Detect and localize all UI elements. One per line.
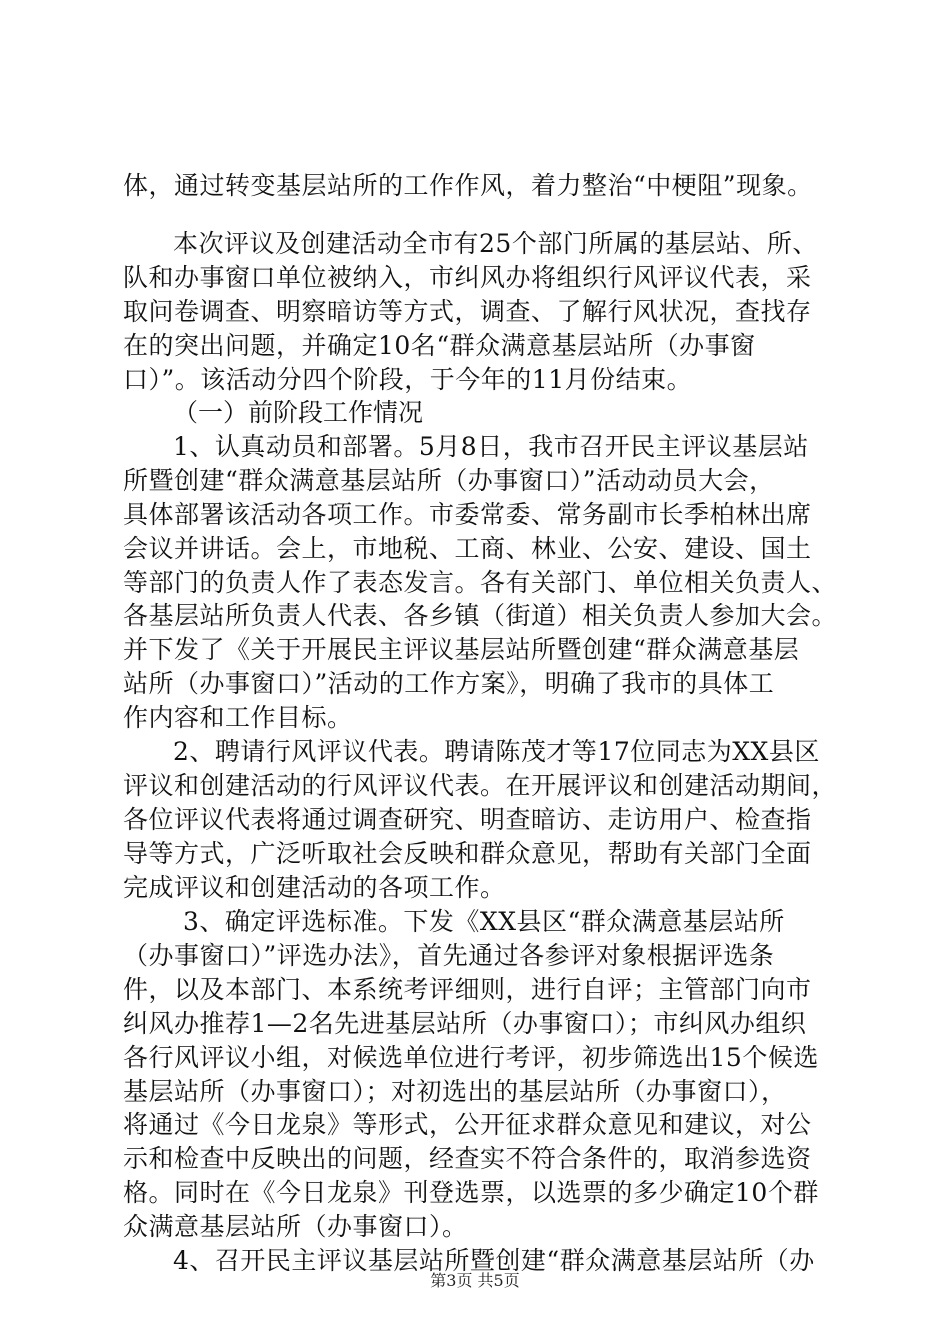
body-text-line: 并下发了《关于开展民主评议基层站所暨创建“群众满意基层	[123, 635, 800, 664]
body-text-line: 具体部署该活动各项工作。市委常委、常务副市长季柏林出席	[123, 500, 812, 529]
body-text-line: 件，以及本部门、本系统考评细则，进行自评；主管部门向市	[123, 975, 812, 1004]
body-text-line: 示和检查中反映出的问题，经查实不符合条件的，取消参选资	[123, 1144, 812, 1173]
body-text-line: 各行风评议小组，对候选单位进行考评，初步筛选出15个候选	[123, 1043, 819, 1072]
body-text-line: 众满意基层站所（办事窗口）。	[123, 1212, 468, 1241]
body-text-line: 评议和创建活动的行风评议代表。在开展评议和创建活动期间，	[123, 771, 838, 800]
body-text-line: 体，通过转变基层站所的工作作风，着力整治“中梗阻”现象。	[123, 171, 813, 200]
body-text-line: 等部门的负责人作了表态发言。各有关部门、单位相关负责人、	[123, 568, 838, 597]
body-text-line: 口）”。该活动分四个阶段，于今年的11月份结束。	[123, 365, 693, 394]
body-text-line: 格。同时在《今日龙泉》刊登选票，以选票的多少确定10个群	[123, 1178, 819, 1207]
body-text-line: 所暨创建“群众满意基层站所（办事窗口）”活动动员大会，	[123, 466, 775, 495]
body-text-line: （办事窗口）”评选办法》，首先通过各参评对象根据评选条	[123, 941, 775, 970]
body-text-line: 站所（办事窗口）”活动的工作方案》，明确了我市的具体工	[123, 669, 775, 698]
section-heading: （一）前阶段工作情况	[173, 398, 424, 427]
body-text-line: 在的突出问题，并确定10名“群众满意基层站所（办事窗	[123, 331, 756, 360]
body-text-line: 各位评议代表将通过调查研究、明查暗访、走访用户、检查指	[123, 805, 812, 834]
body-text-line: 基层站所（办事窗口）；对初选出的基层站所（办事窗口），	[123, 1077, 787, 1106]
page-number-footer: 第3页 共5页	[430, 1271, 520, 1290]
paragraph-first-line: 本次评议及创建活动全市有25个部门所属的基层站、所、	[173, 229, 818, 258]
paragraph-first-line: 1、认真动员和部署。5月8日，我市召开民主评议基层站	[173, 432, 809, 461]
body-text-line: 各基层站所负责人代表、各乡镇（街道）相关负责人参加大会。	[123, 601, 838, 630]
paragraph-first-line: 2、聘请行风评议代表。聘请陈茂才等17位同志为XX县区	[173, 737, 820, 766]
body-text-line: 作内容和工作目标。	[123, 703, 353, 732]
body-text-line: 会议并讲话。会上，市地税、工商、林业、公安、建设、国土	[123, 534, 812, 563]
body-text-line: 取问卷调查、明察暗访等方式，调查、了解行风状况，查找存	[123, 297, 812, 326]
paragraph-first-line: 4、召开民主评议基层站所暨创建“群众满意基层站所（办	[173, 1246, 815, 1275]
body-text-line: 导等方式，广泛听取社会反映和群众意见，帮助有关部门全面	[123, 839, 812, 868]
body-text-line: 将通过《今日龙泉》等形式，公开征求群众意见和建议，对公	[123, 1110, 812, 1139]
body-text-line: 完成评议和创建活动的各项工作。	[123, 873, 506, 902]
body-text-line: 纠风办推荐1—2名先进基层站所（办事窗口）；市纠风办组织	[123, 1009, 807, 1038]
body-text-line: 队和办事窗口单位被纳入，市纠风办将组织行风评议代表，采	[123, 263, 812, 292]
paragraph-first-line: 3、确定评选标准。下发《XX县区“群众满意基层站所	[183, 907, 785, 936]
